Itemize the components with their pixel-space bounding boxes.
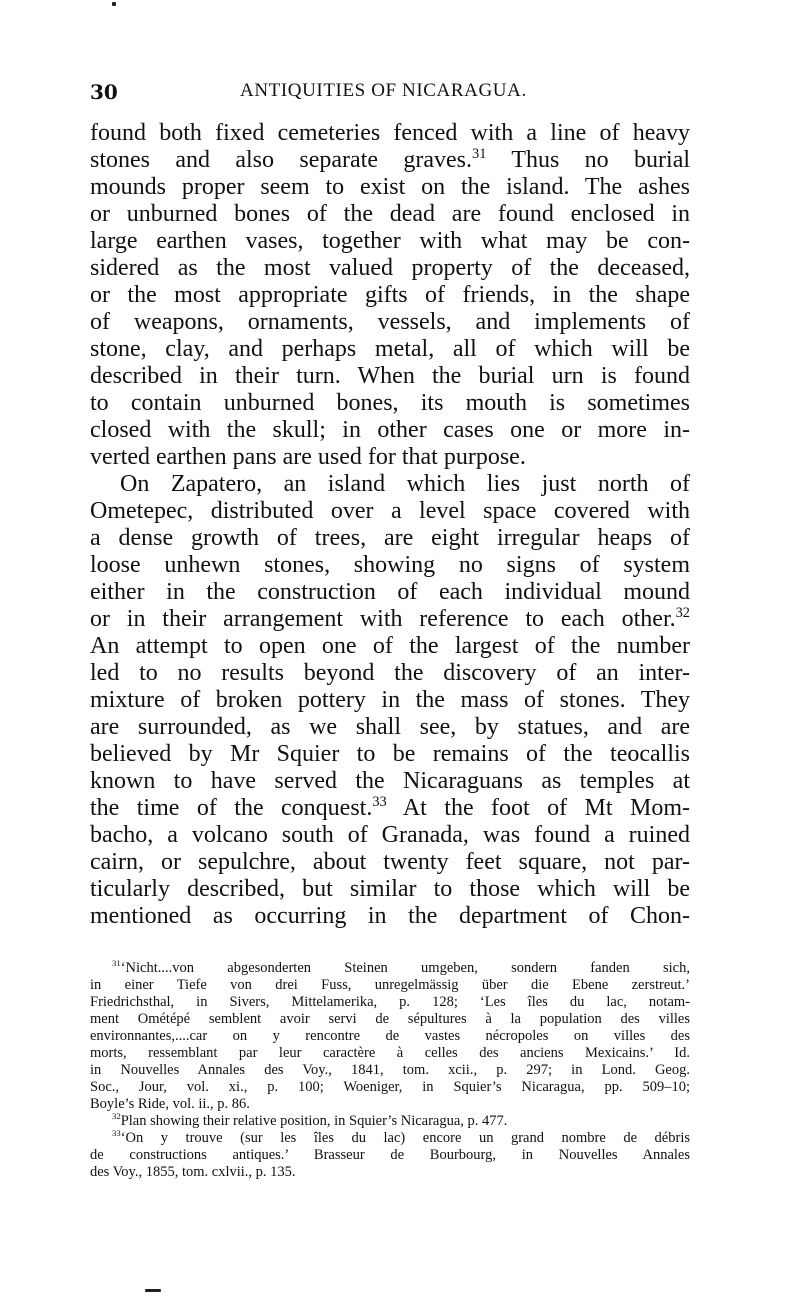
- text-line: On Zapatero, an island which lies just north of: [120, 471, 690, 497]
- text-line: bacho, a volcano south of Granada, was found a ruined: [90, 822, 690, 848]
- footnotes: [90, 960, 690, 1181]
- text-line: stones and also separate graves.$^{31}$ Thus no burial: [90, 146, 691, 173]
- text-line: ticularly described, but similar to those which will be: [90, 876, 690, 902]
- footnote-line: Soc., Jour, vol. xi., p. 100; Woeniger, in Squier’s Nicaragua, pp. 509–10;: [90, 1079, 690, 1095]
- text-line: either in the construction of each individual mound: [90, 579, 690, 605]
- body-text: [90, 120, 690, 930]
- footnote-line: de constructions antiques.’ Brasseur de Bourbourg, in Nouvelles Annales: [90, 1147, 690, 1163]
- text-line: believed by Mr Squier to be remains of the teocallis: [90, 741, 690, 767]
- footnote-33: $^{33}$‘On y trouve (sur les îles du lac) encore un grand nombre de débris: [112, 1128, 690, 1146]
- text-line: or in their arrangement with reference to each other.$^{32}$: [90, 605, 690, 632]
- text-line: to contain unburned bones, its mouth is sometimes: [90, 390, 690, 416]
- scan-speck-top: [112, 2, 116, 6]
- text-line: described in their turn. When the burial urn is found: [90, 363, 690, 389]
- footnote-ref-31: 31: [472, 146, 487, 162]
- page-header: [90, 80, 690, 110]
- text-line: found both fixed cemeteries fenced with a line of heavy: [90, 120, 690, 146]
- footnote-line: Boyle’s Ride, vol. ii., p. 86.: [90, 1096, 250, 1112]
- text-line: verted earthen pans are used for that purpose.: [90, 444, 526, 470]
- text-line: mixture of broken pottery in the mass of stones. They: [90, 687, 690, 713]
- running-title: ANTIQUITIES OF NICARAGUA.: [240, 80, 527, 101]
- footnote-32: $^{32}$Plan showing their relative position, in Squier’s Nicaragua, p. 477.: [112, 1111, 508, 1129]
- footnote-number: 33: [112, 1128, 121, 1139]
- text-line: loose unhewn stones, showing no signs of system: [90, 552, 690, 578]
- footnote-ref-33: 33: [372, 794, 387, 810]
- footnote-line: environnantes,....car on y rencontre de vastes nécropoles on villes des: [90, 1028, 690, 1044]
- footnote-number: 32: [112, 1111, 121, 1122]
- text-line: mounds proper seem to exist on the island. The ashes: [90, 174, 690, 200]
- text-line: Ometepec, distributed over a level space covered with: [90, 498, 690, 524]
- scan-speck-bottom: [145, 1289, 161, 1292]
- text-line: mentioned as occurring in the department of Chon-: [90, 903, 690, 929]
- text-line: a dense growth of trees, are eight irregular heaps of: [90, 525, 690, 551]
- text-line: of weapons, ornaments, vessels, and implements of: [90, 309, 690, 335]
- text-line: sidered as the most valued property of the deceased,: [90, 255, 690, 281]
- text-line: closed with the skull; in other cases one or more in-: [90, 417, 690, 443]
- text-line: known to have served the Nicaraguans as temples at: [90, 768, 690, 794]
- text-line: large earthen vases, together with what may be con-: [90, 228, 690, 254]
- footnote-line: ment Ométépé semblent avoir servi de sépultures à la population des villes: [90, 1011, 690, 1027]
- page-number: 30: [90, 80, 118, 104]
- text-line: led to no results beyond the discovery of an inter-: [90, 660, 690, 686]
- footnote-line: Friedrichsthal, in Sivers, Mittelamerika, p. 128; ‘Les îles du lac, notam-: [90, 994, 690, 1010]
- text-line: the time of the conquest.$^{33}$ At the foot of Mt Mom-: [90, 794, 690, 821]
- text-line: are surrounded, as we shall see, by statues, and are: [90, 714, 690, 740]
- footnote-line: in einer Tiefe von drei Fuss, unregelmässig über die Ebene zerstreut.’: [90, 977, 690, 993]
- text-line: or unburned bones of the dead are found enclosed in: [90, 201, 690, 227]
- text-line: stone, clay, and perhaps metal, all of which will be: [90, 336, 690, 362]
- footnote-line: morts, ressemblant par leur caractère à celles des anciens Mexicains.’ Id.: [90, 1045, 690, 1061]
- text-line: or the most appropriate gifts of friends, in the shape: [90, 282, 690, 308]
- footnote-line: in Nouvelles Annales des Voy., 1841, tom. xcii., p. 297; in Lond. Geog.: [90, 1062, 690, 1078]
- footnote-number: 31: [112, 958, 121, 969]
- footnote-31: $^{31}$‘Nicht....von abgesonderten Steinen umgeben, sondern fanden sich,: [112, 958, 690, 976]
- footnote-ref-32: 32: [675, 605, 690, 621]
- text-line: cairn, or sepulchre, about twenty feet square, not par-: [90, 849, 690, 875]
- footnote-line: des Voy., 1855, tom. cxlvii., p. 135.: [90, 1164, 296, 1180]
- text-line: An attempt to open one of the largest of the number: [90, 633, 690, 659]
